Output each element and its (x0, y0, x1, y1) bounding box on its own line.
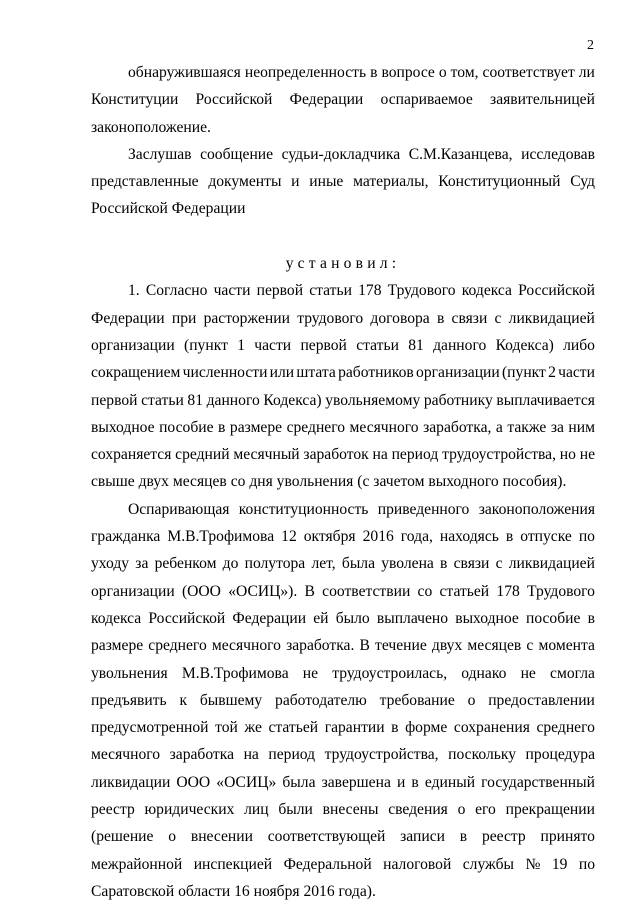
text-line (91, 114, 595, 141)
word: заработка. (286, 637, 355, 655)
word: внесении (190, 828, 253, 846)
word: договора (370, 309, 430, 327)
spacer (91, 223, 595, 250)
word: Кодекса) (495, 336, 554, 354)
word: гарантии (324, 719, 385, 737)
word: статьи (356, 336, 399, 354)
text-line (91, 441, 595, 468)
text-line (91, 823, 595, 850)
word: ним (568, 418, 595, 436)
word: 19 (551, 855, 568, 873)
word: статьей (268, 719, 319, 737)
text-line (91, 468, 595, 495)
word: уволена (381, 555, 434, 573)
word: Конституции (91, 91, 179, 109)
word: период (391, 446, 439, 464)
word: законоположения (478, 500, 595, 518)
word: Федеральной (283, 855, 372, 873)
word: заработок (303, 446, 369, 464)
word: 81 (187, 391, 203, 409)
word: трудоустроилась, (332, 664, 448, 682)
word: Заслушав (128, 145, 192, 163)
word: же (244, 719, 262, 737)
word: момента (538, 637, 595, 655)
word: первой (256, 282, 304, 300)
word: было (335, 609, 370, 627)
word: штата (296, 364, 336, 382)
text-line (91, 305, 595, 332)
word: до (222, 555, 239, 573)
word: данного (433, 336, 487, 354)
word: двух (431, 637, 463, 655)
word: Трудового (527, 582, 595, 600)
page-number: 2 (587, 38, 594, 53)
word: 2 (548, 364, 556, 382)
word: работодателю (275, 691, 367, 709)
word: Оспаривающая (128, 500, 230, 518)
word: а (495, 418, 503, 436)
word: Саратовской (91, 882, 175, 900)
word: однако (461, 664, 507, 682)
word: трудового (297, 309, 364, 327)
word: законоположение. (91, 118, 211, 136)
word: первой (91, 391, 138, 409)
word: статьи (309, 282, 352, 300)
word: иные (309, 173, 344, 191)
word: бывшему (199, 691, 263, 709)
word: Суд (570, 173, 595, 191)
text-line (91, 332, 595, 359)
word: форме (405, 719, 448, 737)
text-line (91, 168, 595, 195)
document-body (91, 59, 595, 905)
word: и (291, 173, 300, 191)
word: 178 (496, 582, 520, 600)
word: оспариваемое (380, 91, 473, 109)
word: при (171, 309, 197, 327)
word: принято (540, 828, 595, 846)
word: размере (91, 637, 144, 655)
word: документы (208, 173, 282, 191)
word: в (411, 773, 419, 791)
text-line (91, 578, 595, 605)
word: Российской (91, 200, 168, 218)
word: В (304, 582, 315, 600)
text-line (91, 851, 595, 878)
word: средний (175, 446, 230, 464)
word: о (168, 828, 177, 846)
word: Федерации (91, 309, 165, 327)
word: представленные (91, 173, 199, 191)
word: Российской (518, 282, 595, 300)
word: месяцев (172, 473, 227, 491)
word: данного (206, 391, 260, 409)
word: к (179, 691, 188, 709)
word: части (213, 282, 251, 300)
word: предусмотренной (91, 719, 209, 737)
word: М.В.Трофимова (167, 528, 275, 546)
word: статьи (141, 391, 184, 409)
word: с (495, 555, 503, 573)
word: не (302, 664, 319, 682)
word: период (268, 746, 316, 764)
text-line (91, 414, 595, 441)
word: были (278, 801, 313, 819)
word: течение (375, 637, 427, 655)
word: не (579, 446, 595, 464)
word: ликвидацией (508, 555, 595, 573)
text-line (91, 796, 595, 823)
word: среднего (286, 418, 346, 436)
word: ликвидацией (508, 309, 595, 327)
word: ликвидации (91, 773, 171, 791)
word: двух (138, 473, 169, 491)
word: лет, (311, 555, 336, 573)
word: среднего (148, 637, 207, 655)
word: но (559, 446, 576, 464)
text-line (91, 632, 595, 659)
word: ноября (253, 882, 300, 900)
word: организации (91, 582, 175, 600)
word: Федерации (232, 609, 307, 627)
word: конституционность (238, 500, 369, 518)
word: со (230, 473, 246, 491)
word: кодекса (461, 282, 512, 300)
word: Российской (195, 91, 273, 109)
text-line (91, 59, 595, 86)
word: на (243, 746, 259, 764)
word: среднего (536, 719, 595, 737)
word: о (467, 691, 476, 709)
word: поскольку (448, 746, 516, 764)
word: в (587, 609, 595, 627)
word: 178 (358, 282, 382, 300)
word: в (440, 555, 448, 573)
word: связи (451, 309, 488, 327)
word: не (520, 664, 536, 682)
text-line (91, 277, 595, 304)
word: службы (462, 855, 515, 873)
word: лиц (244, 801, 269, 819)
word: отпуске (520, 528, 572, 546)
word: года, (400, 528, 433, 546)
word: ли (578, 64, 595, 81)
word: межрайонной (91, 855, 183, 873)
word: выплачено (376, 609, 449, 627)
text-line (91, 550, 595, 577)
paragraph (91, 59, 595, 141)
word: процедура (525, 746, 595, 764)
word: выходное (455, 609, 519, 627)
word: ей (313, 609, 329, 627)
text-line (91, 86, 595, 113)
word: Федерации (289, 91, 364, 109)
word: прекращении (505, 801, 595, 819)
word: соответствии (322, 582, 411, 600)
word: пособие (525, 609, 581, 627)
word: предоставлении (488, 691, 595, 709)
word: статьей (439, 582, 490, 600)
word: уходу (91, 555, 130, 573)
word: 2016 (362, 528, 394, 546)
text-line (91, 687, 595, 714)
word: находясь (439, 528, 499, 546)
section-heading: установил: (285, 255, 401, 273)
word: пособия). (502, 473, 567, 491)
word: в (505, 528, 514, 546)
word: увольнения (276, 473, 354, 491)
paragraph (91, 277, 595, 495)
word: (решение (91, 828, 154, 846)
word: Российской (148, 609, 226, 627)
word: месячного (211, 637, 281, 655)
word: налоговой (383, 855, 452, 873)
word: соответствующей (267, 828, 386, 846)
word: с (526, 637, 534, 655)
paragraph (91, 141, 595, 223)
word: Конституционный (438, 173, 561, 191)
word: заработка, (423, 418, 492, 436)
word: в (459, 828, 468, 846)
word: 1. (128, 282, 140, 300)
word: судьи-докладчика (281, 145, 401, 163)
word: на (372, 446, 388, 464)
word: заработка (169, 746, 235, 764)
word: заявительницей (490, 91, 595, 109)
word: Согласно (145, 282, 208, 300)
word: месяцев (467, 637, 522, 655)
word: в (370, 64, 378, 81)
word: Федерации (171, 200, 246, 218)
word: по (578, 855, 595, 873)
word: реестр (91, 801, 135, 819)
word: исследовав (521, 145, 595, 163)
word: № (525, 855, 541, 873)
word: увольнения (91, 664, 168, 682)
word: «ОСИЦ»). (228, 582, 298, 600)
word: организации (91, 336, 175, 354)
word: юридических (144, 801, 235, 819)
text-line (91, 496, 595, 523)
word: единый (424, 773, 476, 791)
word: пособие (159, 418, 214, 436)
word: полутора (244, 555, 306, 573)
word: В (359, 637, 370, 655)
word: трудоустройства, (442, 446, 556, 464)
word: о (457, 801, 466, 819)
word: и (396, 773, 406, 791)
text-line (91, 878, 595, 905)
word: Трудового (387, 282, 456, 300)
word: в (436, 309, 445, 327)
word: Кодекса) (263, 391, 322, 409)
word: государственный (481, 773, 595, 791)
word: или (269, 364, 295, 382)
text-line (91, 660, 595, 687)
word: месячного (349, 418, 419, 436)
word: была (282, 773, 316, 791)
word: инспекцией (193, 855, 273, 873)
word: сведения (388, 801, 448, 819)
word: 81 (408, 336, 424, 354)
word: сохраняется (91, 446, 172, 464)
word: 12 (281, 528, 297, 546)
word: о (438, 64, 447, 81)
word: 2016 (303, 882, 335, 900)
word: его (475, 801, 496, 819)
word: первой (300, 336, 347, 354)
word: выходное (91, 418, 155, 436)
word: 16 (234, 882, 250, 900)
word: (ООО (181, 582, 221, 600)
text-line (91, 195, 595, 222)
text-line (91, 714, 595, 741)
word: октября (303, 528, 356, 546)
word: связи (453, 555, 490, 573)
word: ООО (176, 773, 211, 791)
text-line (91, 523, 595, 550)
word: 1 (237, 336, 245, 354)
word: свыше (91, 473, 135, 491)
word: внесены (322, 801, 379, 819)
word: соответствует (482, 64, 575, 81)
word: года). (338, 882, 376, 900)
word: смогла (550, 664, 595, 682)
word: «ОСИЦ» (216, 773, 277, 791)
word: записи (400, 828, 445, 846)
word: за (550, 418, 564, 436)
word: гражданка (91, 528, 161, 546)
word: кодекса (91, 609, 142, 627)
word: выходного (428, 473, 499, 491)
word: работников (338, 364, 414, 382)
word: завершена (321, 773, 391, 791)
word: части (558, 364, 595, 382)
paragraph (91, 496, 595, 905)
word: М.В.Трофимова (181, 664, 289, 682)
word: (пункт (501, 364, 546, 382)
word: работнику (423, 391, 493, 409)
word: трудоустройства, (324, 746, 439, 764)
word: дня (249, 473, 273, 491)
word: сокращением (91, 364, 181, 382)
word: размере (229, 418, 283, 436)
text-line (91, 769, 595, 796)
text-line (91, 359, 595, 386)
word: предъявить (91, 691, 167, 709)
text-line (91, 387, 595, 414)
word: сообщение (200, 145, 274, 163)
word: в (218, 418, 226, 436)
word: либо (563, 336, 595, 354)
word: месячный (233, 446, 300, 464)
word: приведенного (377, 500, 470, 518)
word: по (578, 528, 595, 546)
word: обнаружившаяся (128, 64, 241, 81)
word: области (178, 882, 231, 900)
word: требование (379, 691, 455, 709)
word: выплачивается (496, 391, 595, 409)
word: том, (450, 64, 479, 81)
word: зачетом (373, 473, 425, 491)
word: (пункт (184, 336, 228, 354)
word: в (391, 719, 399, 737)
word: неопределенность (244, 64, 367, 81)
word: (с (357, 473, 370, 491)
word: была (341, 555, 376, 573)
text-line (91, 605, 595, 632)
word: месячного (91, 746, 161, 764)
word: С.М.Казанцева, (408, 145, 513, 163)
word: численности (182, 364, 268, 382)
word: увольняемому (325, 391, 421, 409)
word: той (215, 719, 238, 737)
word: также (507, 418, 547, 436)
word: части (254, 336, 292, 354)
word: со (417, 582, 433, 600)
word: ребенком (154, 555, 217, 573)
word: реестр (481, 828, 526, 846)
text-line (91, 741, 595, 768)
word: сохранения (453, 719, 530, 737)
word: организации (416, 364, 500, 382)
word: расторжении (203, 309, 290, 327)
word: с (494, 309, 502, 327)
word: материалы, (353, 173, 429, 191)
text-line (91, 141, 595, 168)
word: вопросе (381, 64, 435, 81)
word: за (135, 555, 149, 573)
